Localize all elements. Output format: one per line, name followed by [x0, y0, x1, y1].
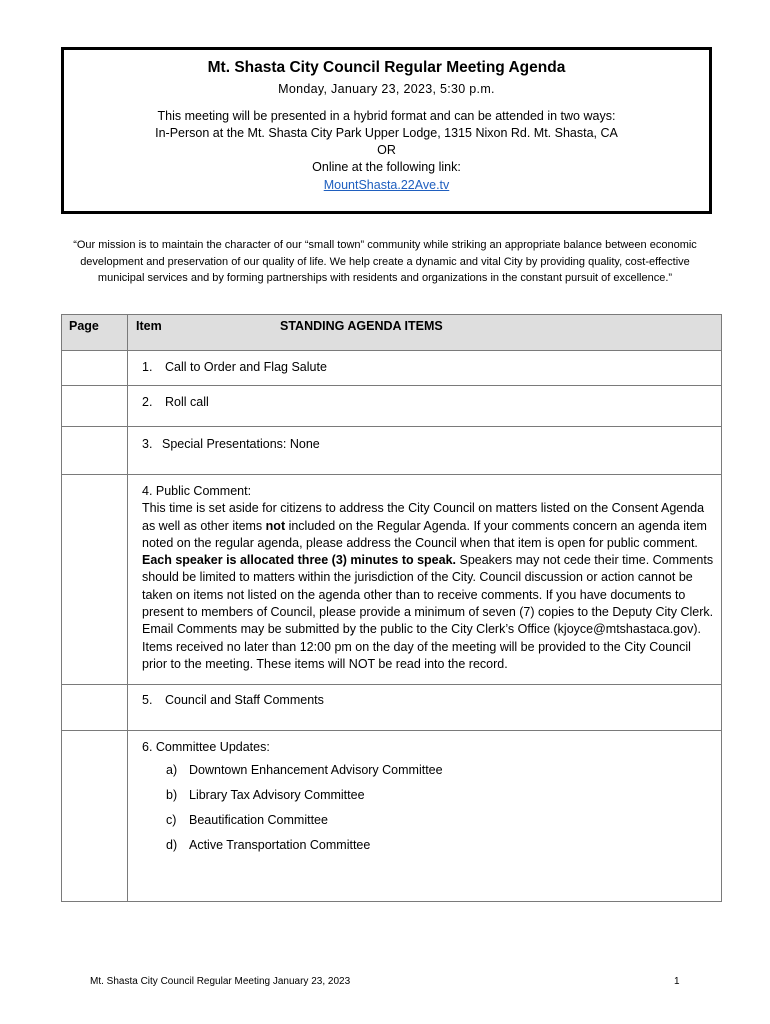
- online-line: Online at the following link:: [312, 160, 461, 174]
- list-item: b) Library Tax Advisory Committee: [166, 788, 365, 802]
- header-box: [61, 47, 712, 214]
- agenda-table: [61, 314, 722, 902]
- item-number: 2.: [142, 395, 153, 409]
- item-number: 1.: [142, 360, 153, 374]
- hybrid-format-line: This meeting will be presented in a hybrid format and can be attended in two ways:: [157, 109, 616, 123]
- table-row: [62, 386, 722, 427]
- page-column-header: Page: [62, 315, 128, 351]
- standing-items-header: STANDING AGENDA ITEMS: [280, 319, 443, 333]
- page-cell: [62, 351, 128, 386]
- in-person-line: In-Person at the Mt. Shasta City Park Upper Lodge, 1315 Nixon Rd. Mt. Shasta, CA: [155, 126, 618, 140]
- table-header-row: [62, 315, 722, 351]
- meeting-date: Monday, January 23, 2023, 5:30 p.m.: [278, 82, 495, 96]
- item-text: Council and Staff Comments: [165, 693, 324, 707]
- item-text: Call to Order and Flag Salute: [165, 360, 327, 374]
- item-number: 3.: [142, 437, 153, 451]
- list-item: a) Downtown Enhancement Advisory Committee: [166, 763, 443, 777]
- item-cell: [128, 475, 722, 685]
- committee-list: [142, 763, 721, 863]
- item-cell: [128, 731, 722, 902]
- page-cell: [62, 475, 128, 685]
- page-cell: [62, 427, 128, 475]
- list-item: c) Beautification Committee: [166, 813, 328, 827]
- item-header-label: Item: [136, 319, 162, 333]
- item-text: Roll call: [165, 395, 209, 409]
- item-cell: [128, 427, 722, 475]
- item-cell: [128, 685, 722, 731]
- table-row: [62, 731, 722, 902]
- table-row: [62, 685, 722, 731]
- page-number: 1: [674, 976, 680, 987]
- table-row: [62, 427, 722, 475]
- page-cell: [62, 685, 128, 731]
- mission-statement: “Our mission is to maintain the character of our “small town” community while striking an appropriate balance between economic development and preservation of our quality of life. We help create a dynamic and vital City by providing quality, cost-effective municipal services and by forming partnerships with residents and organizations in the constant pursuit of excellence.”: [73, 239, 697, 284]
- item-cell: [128, 386, 722, 427]
- table-row: [62, 475, 722, 685]
- meeting-link[interactable]: MountShasta.22Ave.tv: [323, 178, 450, 192]
- page-cell: [62, 386, 128, 427]
- table-row: [62, 351, 722, 386]
- public-comment-body: This time is set aside for citizens to address the City Council on matters listed on the Consent Agenda as well as other items not included on the Regular Agenda. If your comments concern an agenda item noted on the regular agenda, please address the Council when that item is open for public comment. Each speaker is allocated three (3) minutes to speak. Speakers may not cede their time. Comments should be limited to matters within the jurisdiction of the City. Council discussion or action cannot be taken on items not listed on the agenda other than to receive comments. If you have documents to present to members of Council, please provide a minimum of seven (7) copies to the Deputy City Clerk. Email Comments may be submitted by the public to the City Clerk’s Office (kjoyce@mtshastaca.gov). Items received no later than 12:00 pm on the day of the meeting will be provided to the City Council prior to the meeting. These items will NOT be read into the record.: [142, 501, 714, 671]
- committee-title: 6. Committee Updates:: [142, 740, 270, 754]
- public-comment-title: 4. Public Comment:: [142, 484, 252, 498]
- item-column-header: [128, 315, 722, 351]
- item-text: Special Presentations: None: [162, 437, 320, 451]
- or-line: OR: [377, 143, 396, 157]
- item-number: 5.: [142, 693, 153, 707]
- footer-text: Mt. Shasta City Council Regular Meeting January 23, 2023: [90, 976, 351, 987]
- item-cell: [128, 351, 722, 386]
- agenda-title: Mt. Shasta City Council Regular Meeting Agenda: [207, 59, 566, 76]
- list-item: d) Active Transportation Committee: [166, 838, 371, 852]
- page-cell: [62, 731, 128, 902]
